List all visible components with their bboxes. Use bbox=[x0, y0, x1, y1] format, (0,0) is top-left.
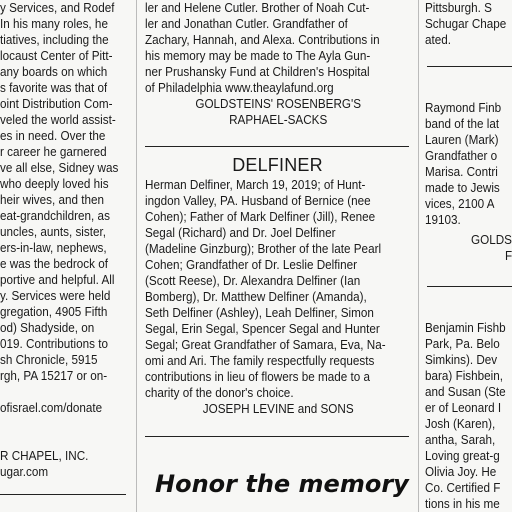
obituary-line: Loving great-g bbox=[425, 448, 500, 463]
obituary-line: made to Jewis bbox=[425, 180, 500, 195]
text-line: heir wives, and then bbox=[0, 192, 105, 207]
text-line: Zachary, Hannah, and Alexa. Contributions in bbox=[145, 32, 380, 47]
column-divider-left bbox=[136, 0, 137, 512]
text-line: s favorite was that of bbox=[0, 80, 108, 95]
obituary-heading: DELFINER bbox=[232, 155, 323, 175]
chapel-name: R CHAPEL, INC. bbox=[0, 448, 89, 463]
text-line: who deeply loved his bbox=[0, 176, 109, 191]
left-column bbox=[0, 0, 128, 512]
section-divider bbox=[145, 436, 409, 437]
funeral-home-name: GOLDSTEINS' ROSENBERG'S bbox=[195, 96, 362, 111]
text-line: veled the world assist- bbox=[0, 112, 116, 127]
obituary-line: Co. Certified F bbox=[425, 480, 501, 495]
obituary-line: 19103. bbox=[425, 212, 461, 227]
chapel-website: ugar.com bbox=[0, 464, 49, 479]
text-line: ler and Helene Cutler. Brother of Noah Cut- bbox=[145, 0, 370, 15]
text-line: gregation, 4905 Fifth bbox=[0, 304, 108, 319]
text-line: Pittsburgh. S bbox=[425, 0, 492, 15]
text-line: ers-in-law, nephews, bbox=[0, 240, 107, 255]
text-line: of Philadelphia www.theaylafund.org bbox=[145, 80, 334, 95]
obituary-line: Marisa. Contri bbox=[425, 164, 498, 179]
obituary-line: Cohen; Grandfather of Dr. Leslie Delfiner bbox=[145, 257, 358, 272]
column-divider-right bbox=[418, 0, 419, 512]
obituary-line: Herman Delfiner, March 19, 2019; of Hunt- bbox=[145, 177, 366, 192]
right-column bbox=[425, 0, 512, 512]
text-line: sh Chronicle, 5915 bbox=[0, 352, 98, 367]
text-line: ve all else, Sidney was bbox=[0, 160, 119, 175]
honor-memory-banner: Honor the memory bbox=[155, 470, 409, 498]
obituary-line: Segal, Erin Segal, Spencer Segal and Hunter bbox=[145, 321, 380, 336]
section-divider bbox=[427, 286, 512, 287]
funeral-home-name: JOSEPH LEVINE and SONS bbox=[202, 401, 354, 416]
text-line: rgh, PA 15217 or on- bbox=[0, 368, 108, 383]
text-line: tiatives, including the bbox=[0, 32, 109, 47]
text-line: y. Services were held bbox=[0, 288, 111, 303]
text-line: r career he garnered bbox=[0, 144, 107, 159]
obituary-line: Olivia Joy. He bbox=[425, 464, 497, 479]
obituary-line: er of Leonard I bbox=[425, 400, 502, 415]
obituary-line: Seth Delfiner (Ashley), Leah Delfiner, Simon bbox=[145, 305, 374, 320]
obituary-line: Benjamin Fishb bbox=[425, 320, 506, 335]
obituary-line: Segal (Richard) and Dr. Joel Delfiner bbox=[145, 225, 336, 240]
text-line: portive and helpful. All bbox=[0, 272, 115, 287]
obituary-line: Bomberg), Dr. Matthew Delfiner (Amanda), bbox=[145, 289, 367, 304]
text-line: e was the bedrock of bbox=[0, 256, 108, 271]
obituary-line: omi and Ari. The family respectfully requests bbox=[145, 353, 375, 368]
text-line: locaust Center of Pitt- bbox=[0, 48, 113, 63]
obituary-line: Segal; Great Grandfather of Samara, Eva, Na- bbox=[145, 337, 386, 352]
text-line: y Services, and Rodef bbox=[0, 0, 115, 15]
donation-url: ofisrael.com/donate bbox=[0, 400, 103, 415]
middle-column bbox=[145, 0, 410, 512]
obituary-line: charity of the donor's choice. bbox=[145, 385, 294, 400]
section-divider bbox=[427, 66, 512, 67]
text-line: ner Prushansky Fund at Children's Hospital bbox=[145, 64, 370, 79]
text-line: 019. Contributions to bbox=[0, 336, 108, 351]
text-line: eat-grandchildren, as bbox=[0, 208, 110, 223]
text-line: es in need. Over the bbox=[0, 128, 106, 143]
text-line: uncles, aunts, sister, bbox=[0, 224, 107, 239]
obituary-line: and Susan (Ste bbox=[425, 384, 506, 399]
text-line: ler and Jonathan Cutler. Grandfather of bbox=[145, 16, 348, 31]
obituary-line: vices, 2100 A bbox=[425, 196, 495, 211]
section-divider bbox=[0, 494, 126, 495]
obituary-line: contributions in lieu of flowers be made to a bbox=[145, 369, 371, 384]
text-line: ated. bbox=[425, 32, 452, 47]
obituary-line: Grandfather o bbox=[425, 148, 498, 163]
section-divider bbox=[145, 146, 409, 147]
obituary-line: band of the lat bbox=[425, 116, 500, 131]
text-line: any boards on which bbox=[0, 64, 108, 79]
obituary-line: (Scott Reese), Dr. Alexandra Delfiner (Ian bbox=[145, 273, 361, 288]
obituary-line: (Madeline Ginzburg); Brother of the late Pearl bbox=[145, 241, 382, 256]
obituary-line: Lauren (Mark) bbox=[425, 132, 499, 147]
obituary-line: Cohen); Father of Mark Delfiner (Jill), Renee bbox=[145, 209, 376, 224]
text-line: oint Distribution Com- bbox=[0, 96, 113, 111]
text-line: In his many roles, he bbox=[0, 16, 108, 31]
obituary-line: tions in his me bbox=[425, 496, 500, 511]
text-line: Schugar Chape bbox=[425, 16, 507, 31]
obituary-line: Simkins). Dev bbox=[425, 352, 498, 367]
text-line: his memory may be made to The Ayla Gun- bbox=[145, 48, 371, 63]
funeral-home-name: GOLDS bbox=[471, 232, 512, 247]
obituary-line: Raymond Finb bbox=[425, 100, 502, 115]
obituary-line: antha, Sarah, bbox=[425, 432, 496, 447]
funeral-home-name: F bbox=[505, 248, 512, 263]
obituary-line: Park, Pa. Belo bbox=[425, 336, 500, 351]
text-line: od) Shadyside, on bbox=[0, 320, 95, 335]
obituary-line: Josh (Karen), bbox=[425, 416, 496, 431]
funeral-home-name: RAPHAEL-SACKS bbox=[229, 112, 328, 127]
obituary-line: ingdon Valley, PA. Husband of Bernice (nee bbox=[145, 193, 371, 208]
obituary-line: bara) Fishbein, bbox=[425, 368, 504, 383]
